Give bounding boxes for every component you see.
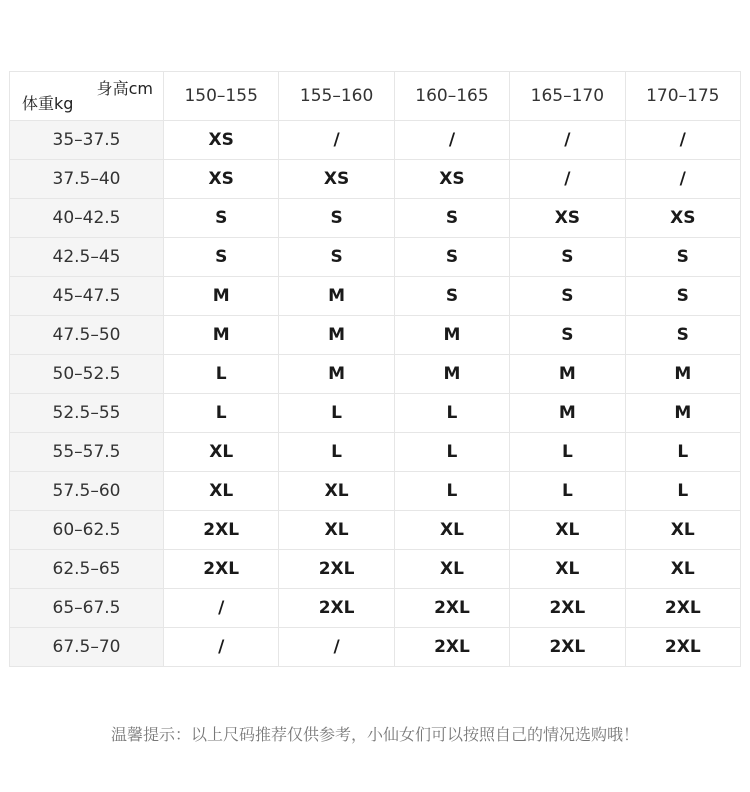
size-cell: L	[625, 472, 740, 511]
size-cell: L	[394, 394, 509, 433]
size-cell: S	[625, 238, 740, 277]
table-row	[10, 355, 741, 394]
size-cell: L	[625, 433, 740, 472]
size-cell: S	[164, 199, 279, 238]
size-cell: XL	[164, 433, 279, 472]
size-cell: XL	[279, 472, 394, 511]
size-cell: S	[625, 316, 740, 355]
size-cell: 2XL	[279, 589, 394, 628]
size-cell: XL	[510, 511, 625, 550]
size-cell: L	[394, 472, 509, 511]
size-cell: 2XL	[625, 589, 740, 628]
weight-range-cell: 40–42.5	[10, 199, 164, 238]
table-row	[10, 511, 741, 550]
weight-range-cell: 67.5–70	[10, 628, 164, 667]
size-cell: /	[510, 160, 625, 199]
size-cell: /	[510, 121, 625, 160]
weight-range-cell: 65–67.5	[10, 589, 164, 628]
table-row	[10, 550, 741, 589]
table-row	[10, 238, 741, 277]
weight-range-cell: 45–47.5	[10, 277, 164, 316]
size-cell: M	[510, 394, 625, 433]
weight-range-cell: 57.5–60	[10, 472, 164, 511]
size-cell: /	[279, 628, 394, 667]
table-row	[10, 160, 741, 199]
height-axis-label: 身高cm	[96, 79, 153, 98]
size-cell: S	[279, 238, 394, 277]
size-cell: L	[279, 433, 394, 472]
size-cell: XS	[164, 121, 279, 160]
size-cell: M	[279, 316, 394, 355]
size-cell: L	[164, 394, 279, 433]
table-row	[10, 277, 741, 316]
size-cell: S	[510, 316, 625, 355]
size-chart-body	[10, 72, 741, 667]
size-cell: 2XL	[394, 589, 509, 628]
size-cell: XL	[510, 550, 625, 589]
size-cell: /	[625, 121, 740, 160]
size-cell: M	[279, 355, 394, 394]
table-row	[10, 316, 741, 355]
size-cell: S	[164, 238, 279, 277]
weight-range-cell: 55–57.5	[10, 433, 164, 472]
size-cell: XS	[394, 160, 509, 199]
size-cell: L	[394, 433, 509, 472]
table-row	[10, 394, 741, 433]
weight-axis-label: 体重kg	[22, 94, 74, 113]
table-row	[10, 589, 741, 628]
size-cell: XL	[625, 511, 740, 550]
size-cell: M	[625, 355, 740, 394]
size-cell: S	[510, 277, 625, 316]
size-cell: XL	[625, 550, 740, 589]
weight-range-cell: 35–37.5	[10, 121, 164, 160]
weight-range-cell: 50–52.5	[10, 355, 164, 394]
size-cell: /	[394, 121, 509, 160]
weight-range-cell: 42.5–45	[10, 238, 164, 277]
size-cell: L	[510, 433, 625, 472]
size-cell: M	[279, 277, 394, 316]
weight-range-cell: 52.5–55	[10, 394, 164, 433]
size-cell: 2XL	[164, 550, 279, 589]
size-cell: S	[625, 277, 740, 316]
size-cell: M	[510, 355, 625, 394]
height-range-header: 155–160	[279, 72, 394, 121]
size-cell: S	[394, 238, 509, 277]
size-cell: 2XL	[394, 628, 509, 667]
height-range-header: 160–165	[394, 72, 509, 121]
height-range-header: 165–170	[510, 72, 625, 121]
size-cell: /	[625, 160, 740, 199]
height-range-header: 150–155	[164, 72, 279, 121]
size-cell: XS	[279, 160, 394, 199]
size-cell: M	[394, 316, 509, 355]
size-cell: XL	[279, 511, 394, 550]
size-cell: 2XL	[510, 589, 625, 628]
table-row	[10, 472, 741, 511]
weight-range-cell: 47.5–50	[10, 316, 164, 355]
size-cell: M	[164, 277, 279, 316]
size-cell: /	[164, 589, 279, 628]
size-cell: 2XL	[164, 511, 279, 550]
size-cell: S	[510, 238, 625, 277]
size-cell: M	[164, 316, 279, 355]
size-cell: 2XL	[625, 628, 740, 667]
size-cell: XL	[394, 511, 509, 550]
size-cell: S	[394, 199, 509, 238]
size-cell: /	[164, 628, 279, 667]
table-row	[10, 121, 741, 160]
table-row	[10, 628, 741, 667]
size-cell: XS	[625, 199, 740, 238]
table-row	[10, 199, 741, 238]
height-range-header: 170–175	[625, 72, 740, 121]
size-cell: L	[510, 472, 625, 511]
header-row	[10, 72, 741, 121]
size-cell: L	[279, 394, 394, 433]
size-cell: M	[625, 394, 740, 433]
weight-range-cell: 37.5–40	[10, 160, 164, 199]
size-tip-note: 温馨提示：以上尺码推荐仅供参考，小仙女们可以按照自己的情况选购哦！	[110, 725, 639, 744]
size-cell: XL	[164, 472, 279, 511]
corner-header-cell	[10, 72, 164, 121]
table-row	[10, 433, 741, 472]
size-cell: M	[394, 355, 509, 394]
weight-range-cell: 62.5–65	[10, 550, 164, 589]
size-cell: S	[279, 199, 394, 238]
size-cell: XL	[394, 550, 509, 589]
size-chart-table	[9, 71, 741, 667]
weight-range-cell: 60–62.5	[10, 511, 164, 550]
size-cell: 2XL	[510, 628, 625, 667]
size-cell: XS	[510, 199, 625, 238]
size-cell: S	[394, 277, 509, 316]
size-cell: /	[279, 121, 394, 160]
size-cell: L	[164, 355, 279, 394]
size-cell: XS	[164, 160, 279, 199]
size-cell: 2XL	[279, 550, 394, 589]
